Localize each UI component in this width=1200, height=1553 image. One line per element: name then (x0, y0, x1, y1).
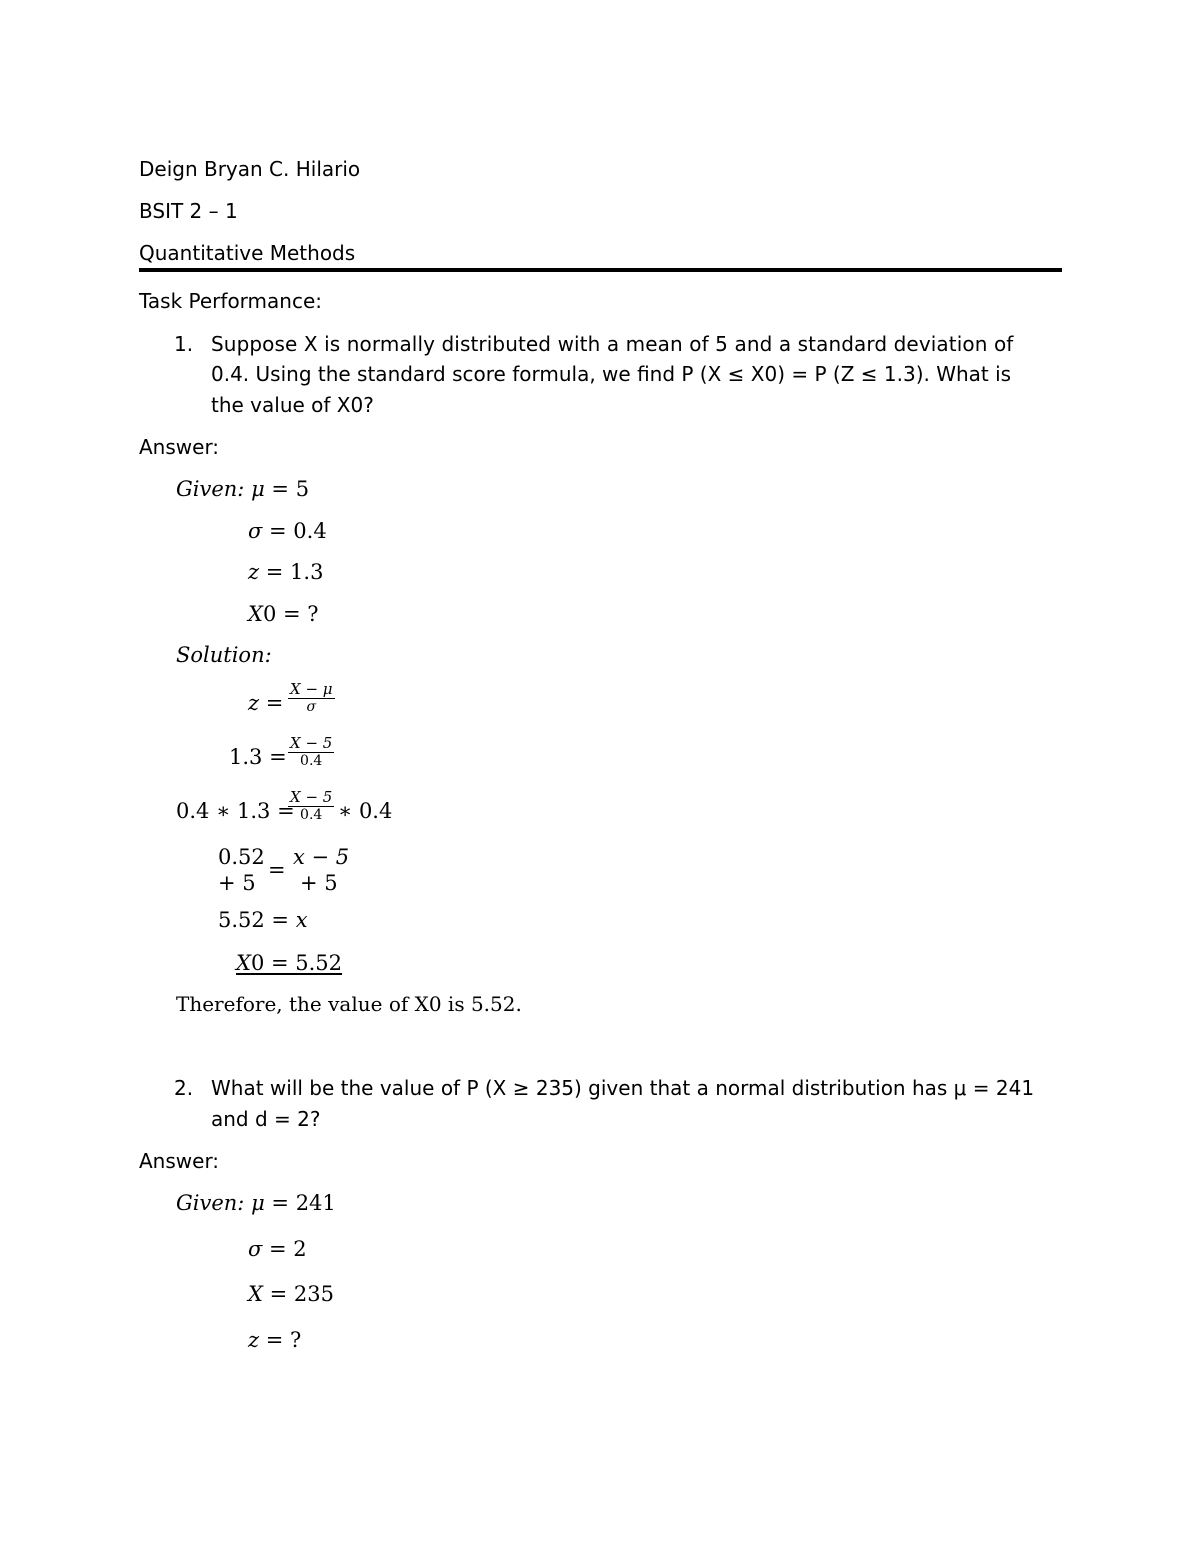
answer-2-label: Answer: (139, 1149, 220, 1173)
step-1-denominator: σ (306, 699, 317, 715)
question-2-number: 2. (174, 1076, 194, 1100)
given-2-sigma: σ = 2 (248, 1237, 307, 1261)
section: BSIT 2 – 1 (139, 199, 238, 223)
step-1-lhs: z = (248, 691, 284, 715)
given-2-mu: Given: μ = 241 (176, 1191, 336, 1215)
given-1-label: Given: (176, 477, 245, 501)
solution-1-label: Solution: (176, 643, 272, 667)
question-2-line-1: What will be the value of P (X ≥ 235) given that a normal distribution has μ = 241 (211, 1076, 1035, 1100)
question-1-number: 1. (174, 332, 194, 356)
step-2-numerator: X − 5 (290, 734, 333, 752)
step-3-lhs: 0.4 ∗ 1.3 = (176, 799, 295, 823)
given-1-z: z = 1.3 (248, 560, 324, 584)
given-2-x: X = 235 (248, 1282, 334, 1306)
given-1-sigma: σ = 0.4 (248, 519, 327, 543)
result-1: X0 = 5.52 (236, 951, 343, 975)
answer-1-label: Answer: (139, 435, 220, 459)
question-1-line-3: the value of X0? (211, 393, 374, 417)
course-title: Quantitative Methods (139, 241, 356, 265)
question-1-line-1: Suppose X is normally distributed with a mean of 5 and a standard deviation of (211, 332, 1014, 356)
step-2-fraction (288, 735, 334, 770)
step-1-fraction (288, 681, 335, 716)
question-2-line-2: and d = 2? (211, 1107, 321, 1131)
step-1-numerator: X − μ (290, 680, 333, 698)
question-1-line-2: 0.4. Using the standard score formula, we find P (X ≤ X0) = P (Z ≤ 1.3). What is (211, 362, 1012, 386)
given-2-z: z = ? (248, 1328, 302, 1352)
step-4-b-top: x − 5 (293, 845, 350, 869)
header-divider (139, 268, 1062, 272)
step-3-fraction (288, 789, 334, 824)
step-4-b-bottom: + 5 (300, 871, 338, 895)
step-4-equals: = (268, 858, 286, 882)
step-4-a-bottom: + 5 (218, 871, 256, 895)
therefore-1: Therefore, the value of X0 is 5.52. (176, 992, 522, 1016)
step-5: 5.52 = x (218, 908, 308, 932)
given-1-mu: Given: μ = 5 (176, 477, 310, 501)
task-label: Task Performance: (139, 289, 322, 313)
step-2-denominator: 0.4 (300, 753, 323, 769)
given-2-label: Given: (176, 1191, 245, 1215)
step-2-lhs: 1.3 = (229, 745, 287, 769)
given-1-x0: X0 = ? (248, 602, 319, 626)
step-3-rhs: ∗ 0.4 (338, 799, 393, 823)
step-4-a-top: 0.52 (218, 845, 265, 869)
author-name: Deign Bryan C. Hilario (139, 157, 361, 181)
step-3-denominator: 0.4 (300, 807, 323, 823)
step-3-numerator: X − 5 (290, 788, 333, 806)
